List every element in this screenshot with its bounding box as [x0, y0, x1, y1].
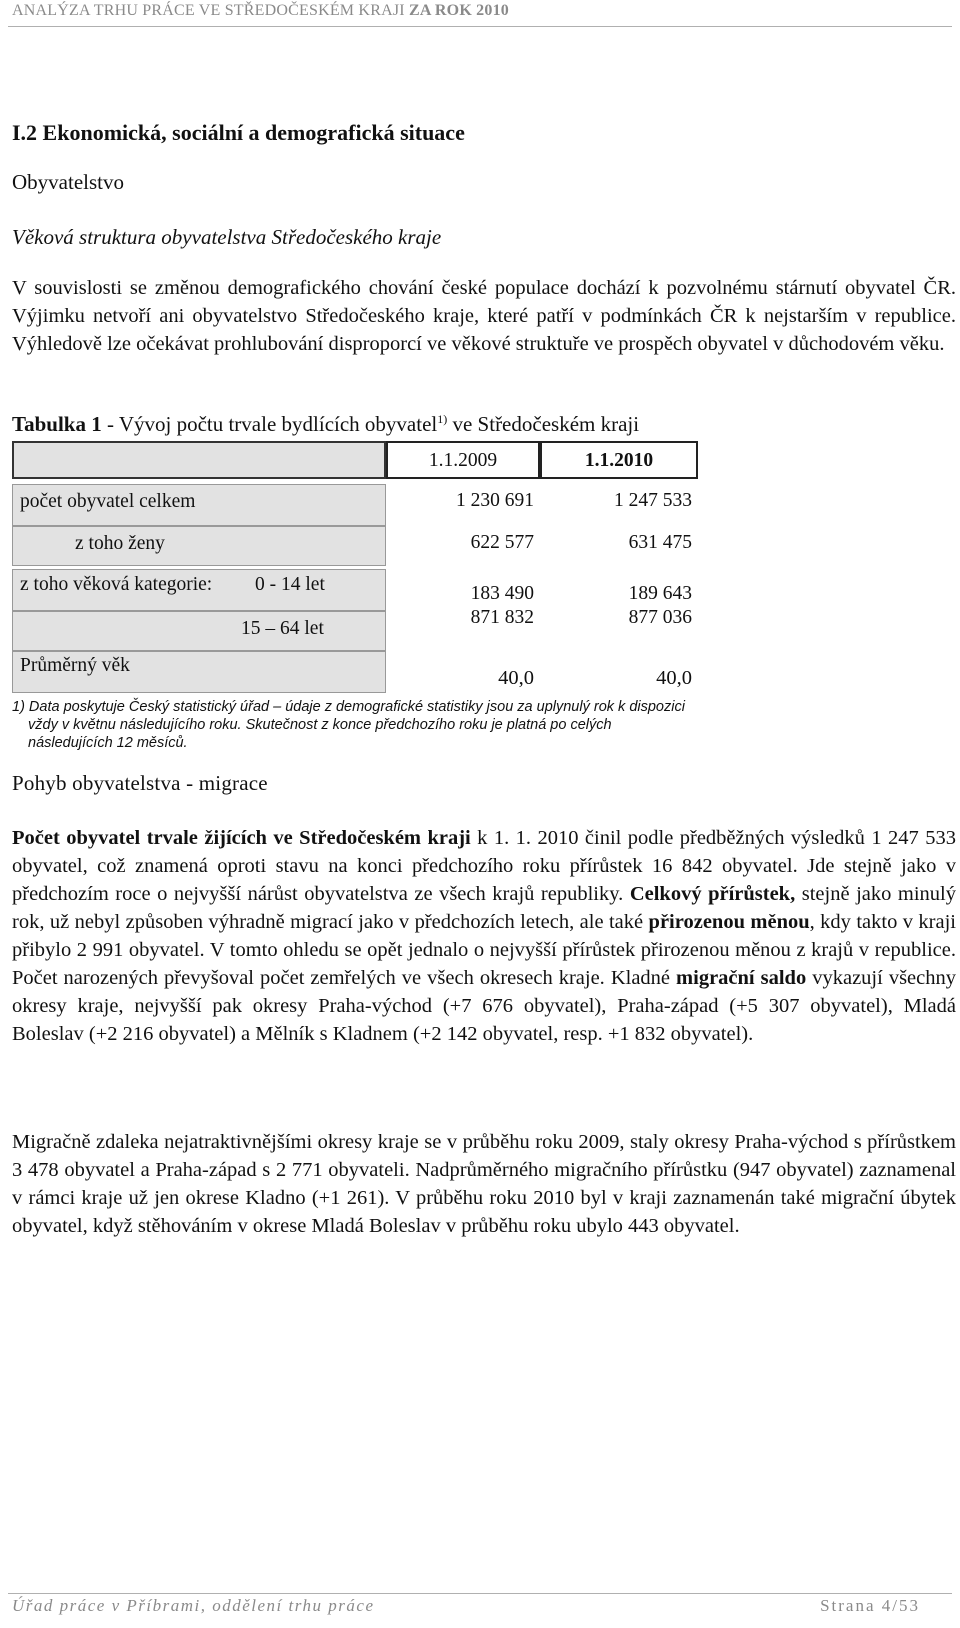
paragraph-population-count: [12, 824, 956, 1048]
italic-title: Věková struktura obyvatelstva Středočeského kraje: [12, 225, 442, 249]
table-header-blank: [12, 441, 386, 479]
p2-text-4: vykazují všechny okresy kraje, nejvyšší pak okresy Praha-východ (+7 676 obyvatel), Praha-západ (+5 307 obyvatel), Mladá Boleslav (+2 216 obyvatel) a Mělník s Kladnem (+2 142 obyvatel, resp. +1 832 obyvatel).: [12, 967, 956, 1045]
row-total-label: počet obyvatel celkem: [12, 484, 386, 526]
row-avg-2010: 40,0: [656, 667, 692, 689]
paragraph-age-structure: V souvislosti se změnou demografického chování české populace dochází k pozvolnému stárnutí obyvatel ČR. Výjimku netvoří ani obyvatelstvo Středočeského kraje, které patří v podmínkách ČR k nejstarším v republice. Výhledově lze očekávat prohlubování disproporcí ve věkové struktuře ve prospěch obyvatel v důchodovém věku.: [12, 277, 956, 355]
subsection-title: Obyvatelstvo: [12, 170, 124, 194]
paragraph-migration: Migračně zdaleka nejatraktivnějšími okresy kraje se v průběhu roku 2009, staly okresy Praha-východ s přírůstkem 3 478 obyvatel a Praha-západ s 2 771 obyvateli. Nadprůměrného migračního přírůstku (947 obyvatel) zaznamenal v rámci kraje už jen okrese Kladno (+1 261). V průběhu roku 2010 byl v kraji zaznamenán také migrační úbytek obyvatel, když stěhováním v okrese Mladá Boleslav v průběhu roku ubylo 443 obyvatel.: [12, 1131, 956, 1237]
running-header: [12, 2, 509, 20]
row-age-category-label: z toho věková kategorie:: [20, 574, 213, 595]
row-women-label: z toho ženy: [12, 526, 386, 566]
footnote-line-3: následujících 12 měsíců.: [28, 735, 188, 751]
footer-divider: [8, 1593, 952, 1594]
footnote-line-2: vždy v květnu následujícího roku. Skutečnost z konce předchozího roku je platná po celých: [28, 717, 612, 733]
p2-bold-3: přirozenou měnou: [648, 911, 810, 933]
row-age1-2009: 183 490: [470, 583, 534, 604]
row-women-2009: 622 577: [470, 532, 534, 553]
row-total-2010: 1 247 533: [614, 490, 692, 511]
row-women-2010: 631 475: [628, 532, 692, 553]
row-age2-range: 15 – 64 let: [241, 618, 324, 639]
p2-text-3: , kdy takto v kraji přibylo 2 991 obyvatel. V tomto ohledu se opět jednalo o nejvyšší přírůstek přirozenou měnou z krajů v republice. Počet narozených převyšoval počet zemřelých ve všech okresech kraje. Kladné: [12, 911, 956, 989]
row-age2-2010: 877 036: [628, 607, 692, 628]
table-col-2009: 1.1.2009: [386, 441, 540, 479]
footer-page-number: Strana 4/53: [820, 1596, 920, 1615]
table-caption: [12, 412, 639, 437]
table-caption-sup: 1): [437, 412, 448, 426]
header-divider: [8, 26, 952, 27]
p2-bold-4: migrační saldo: [676, 967, 807, 989]
table-caption-text: - Vývoj počtu trvale bydlících obyvatel: [101, 412, 438, 436]
row-age1-2010: 189 643: [628, 583, 692, 604]
row-avg-2009: 40,0: [498, 667, 534, 689]
running-header-year: ZA ROK 2010: [408, 2, 509, 19]
row-age2-2009: 871 832: [470, 607, 534, 628]
migration-title: Pohyb obyvatelstva - migrace: [12, 771, 268, 795]
row-total-2009: 1 230 691: [456, 490, 534, 511]
row-age1-range: 0 - 14 let: [255, 574, 325, 595]
running-header-title: ANALÝZA TRHU PRÁCE VE STŘEDOČESKÉM KRAJI: [12, 2, 405, 19]
p2-bold-1: Počet obyvatel trvale žijících ve Středočeském kraji: [12, 827, 471, 849]
footer-office: Úřad práce v Příbrami, oddělení trhu práce: [12, 1596, 375, 1615]
population-table: [12, 441, 710, 709]
table-col-2010: 1.1.2010: [540, 441, 698, 479]
p2-bold-2: Celkový přírůstek,: [629, 883, 796, 905]
footnote-line-1: 1) Data poskytuje Český statistický úřad – údaje z demografické statistiky jsou za uplynulý rok k dispozici: [12, 699, 685, 715]
section-title: I.2 Ekonomická, sociální a demografická situace: [12, 120, 465, 145]
table-caption-end: ve Středočeském kraji: [447, 412, 640, 436]
p2-text-1: k 1. 1. 2010 činil podle předběžných výsledků 1 247 533 obyvatel, což znamená oproti stavu na konci předchozího roku přírůstek 16 842 obyvatel. Jde stejně jako v předchozím roce o nejvyšší nárůst obyvatelstva ze všech krajů republiky.: [12, 827, 956, 905]
p2-text-2: stejně jako minulý rok, už nebyl způsoben výhradně migrací jako v předchozích letech, ale také: [12, 883, 956, 933]
table-footnote: [12, 698, 792, 752]
table-caption-label: Tabulka 1: [12, 412, 102, 436]
row-age2-label: [12, 611, 386, 651]
row-avg-label: Průměrný věk: [12, 651, 386, 693]
row-age-label: [12, 569, 386, 611]
